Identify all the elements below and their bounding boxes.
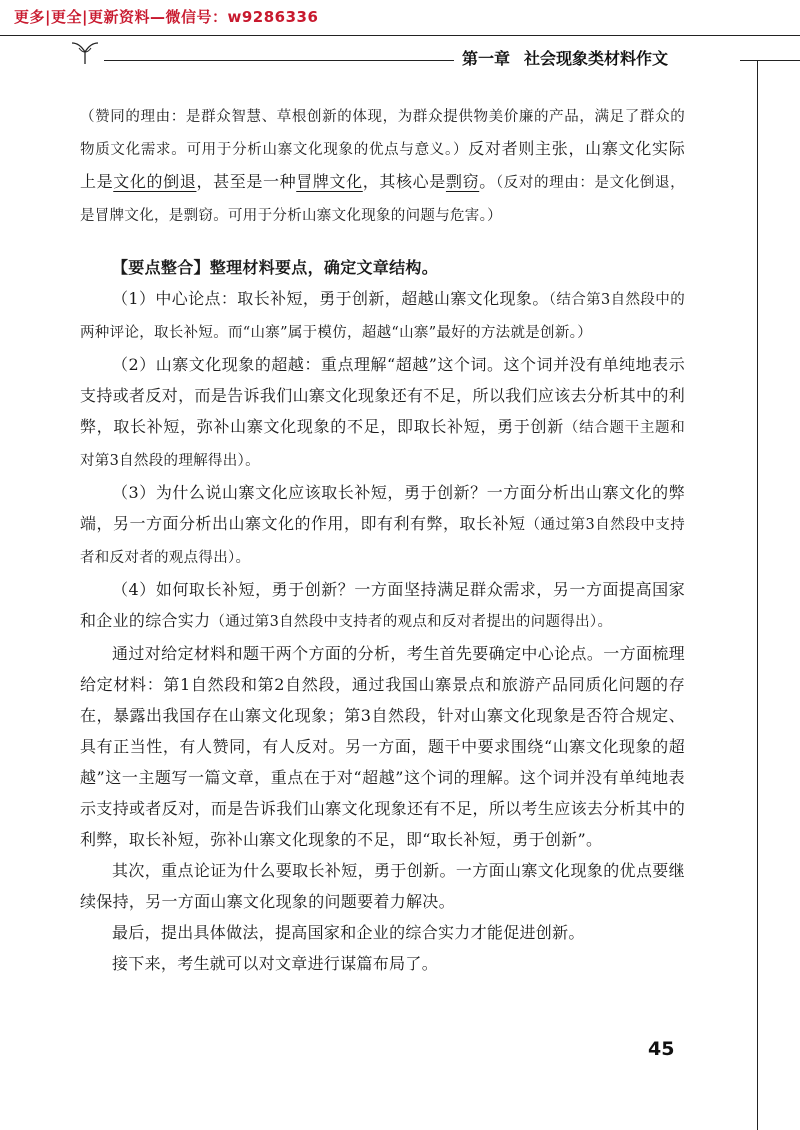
analysis-paragraph-4: 接下来，考生就可以对文章进行谋篇布局了。 bbox=[112, 954, 439, 973]
key-point-3-note: （通过第3自然段中支持者和反对者的观点得出）。 bbox=[80, 517, 685, 566]
side-frame-cap bbox=[740, 60, 800, 61]
analysis-paragraph-1: 通过对给定材料和题干两个方面的分析，考生首先要确定中心论点。一方面梳理给定材料：第1自然段和第2自然段，通过我国山寨景点和旅游产品同质化问题的存在，暴露出我国存在山寨文化现象；第3自然段，针对山寨文化现象是否符合规定、具有正当性，有人赞同，有人反对。另一方面，题干中要求围绕“山寨文化现象的超越”这一主题写一篇文章，重点在于对“超越”这个词的理解。这个词并没有单纯地表示支持或者反对，而是告诉我们山寨文化现象还有不足，所以考生应该去分析其中的利弊，取长补短，弥补山寨文化现象的不足，即“取长补短，勇于创新”。 bbox=[80, 644, 685, 849]
key-point-1 bbox=[80, 283, 685, 349]
key-point-2 bbox=[80, 349, 685, 477]
chapter-name: 社会现象类材料作文 bbox=[524, 49, 669, 68]
support-reason-note: （赞同的理由：是群众智慧、草根创新的体现，为群众提供物美价廉的产品，满足了群众的物质文化需求。可用于分析山寨文化现象的优点与意义。） bbox=[80, 109, 685, 158]
chapter-header-rule bbox=[104, 60, 454, 61]
key-point-4-note: （通过第3自然段中支持者的观点和反对者提出的问题得出）。 bbox=[210, 614, 613, 630]
key-point-4 bbox=[80, 574, 685, 638]
key-point-4-text: （4）如何取长补短，勇于创新？一方面坚持满足群众需求，另一方面提高国家和企业的综合实力 bbox=[80, 580, 685, 630]
key-point-3-text: （3）为什么说山寨文化应该取长补短，勇于创新？一方面分析出山寨文化的弊端，另一方面分析出山寨文化的作用，即有利有弊，取长补短 bbox=[80, 483, 685, 533]
highlight-counterfeit-culture: 冒牌文化 bbox=[296, 172, 363, 191]
opposition-text-4: 。 bbox=[479, 172, 496, 191]
key-point-1-text: （1）中心论点：取长补短，勇于创新，超越山寨文化现象。 bbox=[112, 289, 549, 308]
header-ornament-icon bbox=[68, 40, 102, 66]
opposition-text-3: ，其核心是 bbox=[362, 172, 446, 191]
key-points-heading: 【要点整合】整理材料要点，确定文章结构。 bbox=[112, 258, 439, 277]
page-number: 45 bbox=[648, 1038, 675, 1060]
key-point-1-note: （结合第3自然段中的两种评论，取长补短。而“山寨”属于模仿，超越“山寨”最好的方法就是创新。） bbox=[80, 292, 686, 341]
header-top-rule bbox=[0, 35, 800, 36]
opposition-text-2: ，甚至是一种 bbox=[196, 172, 297, 191]
page-body bbox=[80, 100, 685, 979]
watermark-banner: 更多|更全|更新资料—微信号：w9286336 bbox=[14, 8, 319, 26]
key-point-3 bbox=[80, 477, 685, 574]
key-point-2-text: （2）山寨文化现象的超越：重点理解“超越”这个词。这个词并没有单纯地表示支持或者反对，而是告诉我们山寨文化现象还有不足，所以我们应该去分析其中的利弊，取长补短，弥补山寨文化现象的不足，即取长补短，勇于创新 bbox=[80, 355, 685, 436]
highlight-cultural-regression: 文化的倒退 bbox=[113, 172, 197, 191]
oppose-reason-note: （反对的理由：是文化倒退，是冒牌文化，是剽窃。可用于分析山寨文化现象的问题与危害。） bbox=[80, 175, 685, 224]
side-frame-line bbox=[757, 60, 758, 1130]
opposition-text-1: 反对者则主张，山寨文化实际上是 bbox=[80, 139, 685, 191]
paragraph-opinions bbox=[80, 100, 685, 232]
highlight-plagiarism: 剽窃 bbox=[445, 172, 480, 191]
chapter-header bbox=[462, 46, 668, 69]
key-point-2-note: （结合题干主题和对第3自然段的理解得出）。 bbox=[80, 420, 685, 469]
analysis-paragraph-3: 最后，提出具体做法，提高国家和企业的综合实力才能促进创新。 bbox=[112, 923, 585, 942]
chapter-label: 第一章 bbox=[462, 49, 511, 68]
analysis-paragraph-2: 其次，重点论证为什么要取长补短，勇于创新。一方面山寨文化现象的优点要继续保持，另一方面山寨文化现象的问题要着力解决。 bbox=[80, 861, 685, 911]
